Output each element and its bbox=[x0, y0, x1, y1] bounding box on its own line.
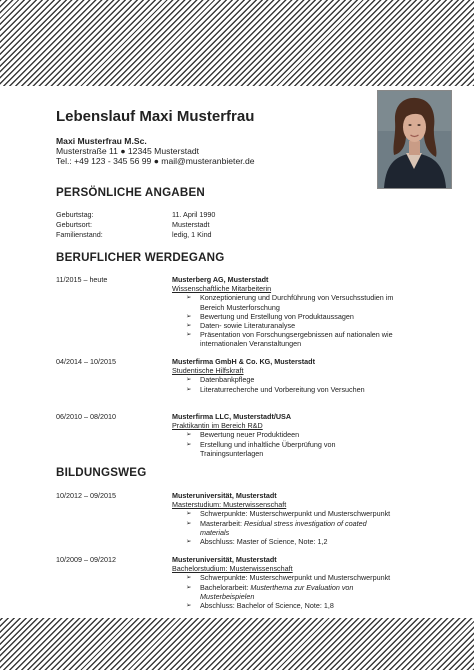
thesis-title: Musterthema zur Evaluation von bbox=[250, 582, 354, 592]
entry-date: 11/2015 – heute bbox=[56, 275, 108, 284]
arrow-bullet-icon: ➢ bbox=[186, 440, 192, 448]
entry-bullet-list bbox=[172, 293, 422, 348]
entry-role: Studentische Hilfskraft bbox=[172, 366, 244, 376]
personal-value: ledig, 1 Kind bbox=[172, 230, 212, 239]
entry-body bbox=[172, 491, 422, 546]
applicant-address: Musterstraße 11 ● 12345 Musterstadt bbox=[56, 146, 200, 156]
list-item: ➢ Schwerpunkte: Musterschwerpunkt und Musterschwerpunkt bbox=[186, 509, 391, 519]
section-heading-education: BILDUNGSWEG bbox=[56, 466, 147, 479]
arrow-bullet-icon: ➢ bbox=[186, 602, 192, 610]
list-item: ➢ Abschluss: Master of Science, Note: 1,2 bbox=[186, 537, 328, 547]
arrow-bullet-icon: ➢ bbox=[186, 431, 192, 439]
entry-date: 10/2009 – 09/2012 bbox=[56, 555, 116, 564]
personal-label: Geburtstag: bbox=[56, 210, 94, 219]
list-item: ➢ Masterarbeit: Residual stress investigation of coated materials bbox=[186, 518, 367, 537]
arrow-bullet-icon: ➢ bbox=[186, 294, 192, 302]
entry-bullet-list bbox=[172, 430, 422, 458]
entry-bullet-list bbox=[172, 509, 422, 546]
arrow-bullet-icon: ➢ bbox=[186, 574, 192, 582]
section-heading-career: BERUFLICHER WERDEGANG bbox=[56, 251, 225, 264]
entry-organization: Musterberg AG, Musterstadt bbox=[172, 275, 269, 284]
arrow-bullet-icon: ➢ bbox=[186, 376, 192, 384]
entry-role: Masterstudium: Musterwissenschaft bbox=[172, 500, 287, 510]
list-item: ➢ Datenbankpflege bbox=[186, 375, 255, 385]
entry-organization: Musterfirma GmbH & Co. KG, Musterstadt bbox=[172, 357, 315, 366]
arrow-bullet-icon: ➢ bbox=[186, 538, 192, 546]
arrow-bullet-icon: ➢ bbox=[186, 519, 192, 527]
entry-role: Wissenschaftliche Mitarbeiterin bbox=[172, 284, 272, 294]
page-title: Lebenslauf Maxi Musterfrau bbox=[56, 108, 255, 125]
entry-bullet-list bbox=[172, 573, 422, 610]
decorative-stripes-bottom bbox=[0, 618, 474, 670]
entry-organization: Musterfirma LLC, Musterstadt/USA bbox=[172, 412, 292, 421]
list-item: ➢ Präsentation von Forschungsergebnissen auf nationalen wie internationalen Veranstaltungen bbox=[186, 330, 393, 349]
arrow-bullet-icon: ➢ bbox=[186, 385, 192, 393]
applicant-name: Maxi Musterfrau M.Sc. bbox=[56, 136, 147, 146]
thesis-title: Musterbeispielen bbox=[200, 591, 255, 601]
arrow-bullet-icon: ➢ bbox=[186, 322, 192, 330]
entry-body bbox=[172, 412, 422, 458]
arrow-bullet-icon: ➢ bbox=[186, 510, 192, 518]
entry-organization: Musteruniversität, Musterstadt bbox=[172, 491, 277, 500]
arrow-bullet-icon: ➢ bbox=[186, 583, 192, 591]
thesis-title: materials bbox=[200, 527, 230, 537]
list-item: ➢ Literaturrecherche und Vorbereitung von Versuchen bbox=[186, 384, 365, 394]
list-item: ➢ Bewertung neuer Produktideen bbox=[186, 430, 300, 440]
entry-organization: Musteruniversität, Musterstadt bbox=[172, 555, 277, 564]
list-item: ➢ Konzeptionierung und Durchführung von Versuchsstudien im Bereich Musterforschung bbox=[186, 293, 394, 312]
list-item: ➢ Bewertung und Erstellung von Produktaussagen bbox=[186, 311, 354, 321]
list-item: ➢ Schwerpunkte: Musterschwerpunkt und Musterschwerpunkt bbox=[186, 573, 391, 583]
entry-bullet-list bbox=[172, 375, 422, 393]
section-heading-personal: PERSÖNLICHE ANGABEN bbox=[56, 186, 205, 199]
personal-value: Musterstadt bbox=[172, 220, 210, 229]
applicant-contact: Tel.: +49 123 - 345 56 99 ● mail@musteranbieter.de bbox=[56, 156, 255, 166]
arrow-bullet-icon: ➢ bbox=[186, 331, 192, 339]
decorative-stripes-top bbox=[0, 0, 474, 86]
list-item: ➢ Abschluss: Bachelor of Science, Note: 1,8 bbox=[186, 601, 334, 611]
entry-role: Praktikantin im Bereich R&D bbox=[172, 421, 263, 431]
arrow-bullet-icon: ➢ bbox=[186, 312, 192, 320]
list-item: ➢ Bachelorarbeit: Musterthema zur Evaluation von Musterbeispielen bbox=[186, 582, 354, 601]
list-item: ➢ Erstellung und inhaltliche Überprüfung von Trainingsunterlagen bbox=[186, 439, 336, 458]
entry-date: 04/2014 – 10/2015 bbox=[56, 357, 116, 366]
profile-photo bbox=[377, 90, 452, 189]
entry-body bbox=[172, 555, 422, 610]
entry-role: Bachelorstudium: Musterwissenschaft bbox=[172, 564, 293, 574]
entry-date: 06/2010 – 08/2010 bbox=[56, 412, 116, 421]
list-item: ➢ Daten- sowie Literaturanalyse bbox=[186, 321, 296, 331]
personal-label: Familienstand: bbox=[56, 230, 103, 239]
thesis-title: Residual stress investigation of coated bbox=[243, 518, 367, 528]
entry-body bbox=[172, 357, 422, 394]
personal-value: 11. April 1990 bbox=[172, 210, 216, 219]
entry-date: 10/2012 – 09/2015 bbox=[56, 491, 116, 500]
entry-body bbox=[172, 275, 422, 349]
personal-label: Geburtsort: bbox=[56, 220, 92, 229]
